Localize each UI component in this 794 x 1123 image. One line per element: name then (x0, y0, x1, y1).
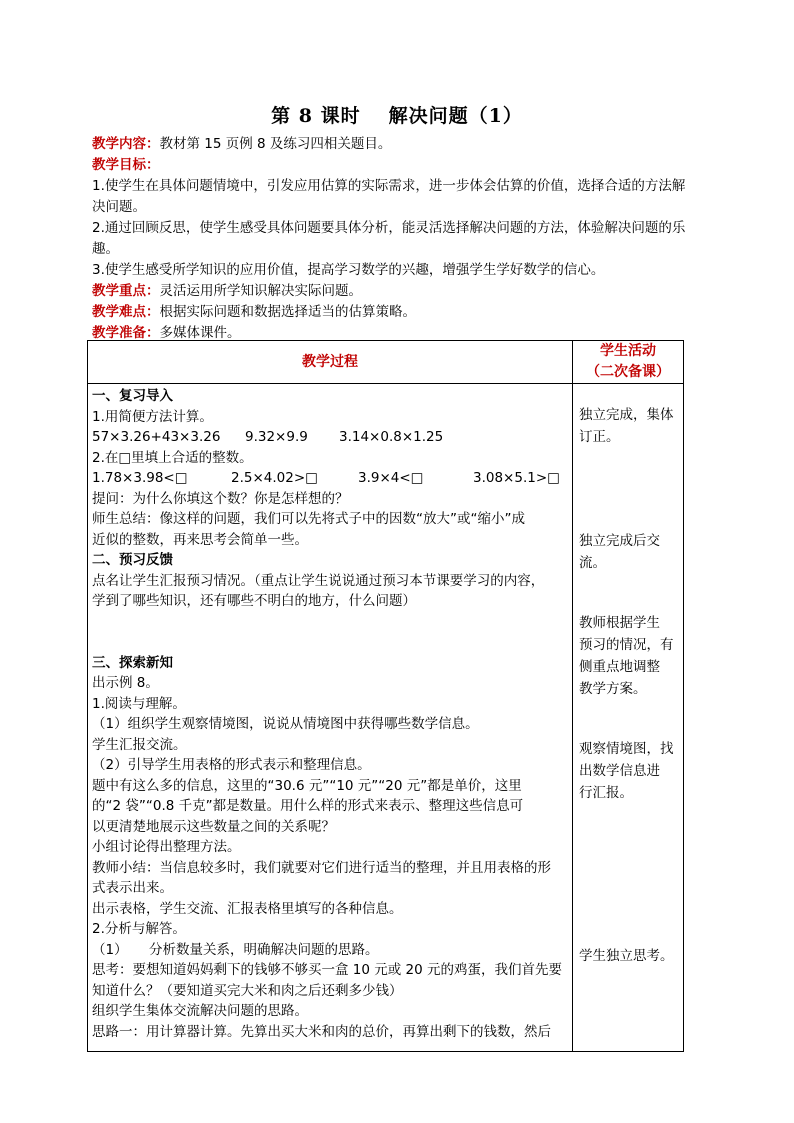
process-header (88, 341, 573, 384)
list-item: 的“2 袋”“0.8 千克”都是数量。用什么样的形式来表示、整理这些信息可 (92, 798, 524, 814)
list-item: 思考：要想知道妈妈剩下的钱够不够买一盒 10 元或 20 元的鸡蛋，我们首先要 (92, 962, 563, 978)
fill-1: 1.78×3.98<□ (92, 470, 188, 486)
goal-3: 3.使学生感受所学知识的应用价值，提高学习数学的兴趣，增强学生学好数学的信心。 (92, 262, 605, 278)
key-label: 教学重点： (92, 283, 160, 299)
activity-header-line-1: 学生活动 (600, 343, 656, 359)
key-point (92, 281, 722, 302)
list-item: 小组讨论得出整理方法。 (92, 839, 241, 855)
list-item: 师生总结：像这样的问题，我们可以先将式子中的因数“放大”或“缩小”成 (92, 511, 525, 527)
fill-3: 3.9×4<□ (358, 470, 424, 486)
list-item: （2）引导学生用表格的形式表示和整理信息。 (92, 757, 371, 773)
activity-3-line-4: 教学方案。 (579, 681, 647, 697)
list-item: 2.分析与解答。 (92, 921, 186, 937)
activity-2-line-1: 独立完成后交 (579, 533, 660, 549)
activity-header (573, 341, 684, 384)
activity-1 (579, 404, 679, 448)
list-item: 学生汇报交流。 (92, 736, 187, 753)
activity-2 (579, 530, 679, 574)
fill-4: 3.08×5.1>□ (473, 470, 560, 486)
goals-label: 教学目标： (92, 157, 160, 173)
list-item: （1）组织学生观察情境图，说说从情境图中获得哪些数学信息。 (92, 716, 479, 732)
list-item: 学到了哪些知识，还有哪些不明白的地方，什么问题） (92, 593, 416, 609)
calc-row (88, 427, 572, 448)
activity-5-line-1: 学生独立思考。 (579, 948, 674, 964)
lesson-topic: 解决问题（1） (388, 105, 523, 127)
list-item: 1.阅读与理解。 (92, 695, 186, 712)
process-cell (88, 384, 573, 1052)
list-item: 近似的整数，再来思考会简单一些。 (92, 531, 308, 548)
key-text: 灵活运用所学知识解决实际问题。 (159, 283, 362, 299)
list-item: 出示表格，学生交流、汇报表格里填写的各种信息。 (92, 900, 403, 917)
activity-1-line-2: 订正。 (579, 429, 620, 445)
lesson-number: 第 8 课时 (271, 105, 361, 127)
activity-3-line-2: 预习的情况，有 (579, 637, 674, 653)
goal-1-line-1: 1.使学生在具体问题情境中，引发应用估算的实际需求，进一步体会估算的价值，选择合适的方法解 (92, 178, 686, 194)
list-item: 组织学生集体交流解决问题的思路。 (92, 1003, 308, 1019)
difficult-point (92, 302, 722, 323)
activity-header-line-2: （二次备课） (586, 364, 670, 380)
list-item: 提问：为什么你填这个数？你是怎样想的？ (92, 490, 349, 507)
goal-2-line-1: 2.通过回顾反思，使学生感受具体问题要具体分析，能灵活选择解决问题的方法，体验解决问题的乐 (92, 220, 686, 236)
content-text: 教材第 15 页例 8 及练习四相关题目。 (159, 136, 392, 152)
section-1-title: 一、复习导入 (92, 388, 173, 404)
prep-text: 多媒体课件。 (159, 325, 241, 341)
activity-4 (579, 738, 679, 804)
table-header-row (88, 341, 684, 384)
page-title (0, 101, 794, 128)
activity-3-line-3: 侧重点地调整 (579, 659, 660, 675)
process-header-label: 教学过程 (302, 353, 358, 370)
list-item: 1.用简便方法计算。 (92, 408, 213, 425)
fill-2: 2.5×4.02>□ (231, 470, 318, 486)
calc-1: 57×3.26+43×3.26 (92, 429, 221, 445)
calc-2: 9.32×9.9 (245, 429, 308, 445)
prep-label: 教学准备： (92, 325, 160, 341)
list-item: 式表示出来。 (92, 880, 173, 896)
goal-1-line-2: 决问题。 (92, 199, 146, 215)
list-item: （1） 分析数量关系，明确解决问题的思路。 (92, 941, 379, 958)
list-item: 出示例 8。 (92, 675, 159, 691)
section-3-title: 三、探索新知 (92, 654, 173, 671)
calc-3: 3.14×0.8×1.25 (339, 429, 444, 445)
activity-3-line-1: 教师根据学生 (579, 615, 660, 631)
teaching-content (92, 134, 722, 155)
activity-5 (579, 945, 679, 967)
activity-4-line-3: 行汇报。 (579, 785, 633, 801)
list-item: 点名让学生汇报预习情况。（重点让学生说说通过预习本节课要学习的内容， (92, 572, 545, 589)
list-item: 题中有这么多的信息，这里的“30.6 元”“10 元”“20 元”都是单价，这里 (92, 777, 522, 794)
activity-3 (579, 612, 679, 700)
list-item: 2.在□里填上合适的整数。 (92, 449, 253, 466)
activity-4-line-1: 观察情境图，找 (579, 741, 674, 757)
list-item: 知道什么？（要知道买完大米和肉之后还剩多少钱） (92, 982, 403, 999)
content-label: 教学内容： (92, 136, 160, 152)
diff-text: 根据实际问题和数据选择适当的估算策略。 (159, 304, 416, 320)
activity-1-line-1: 独立完成，集体 (579, 407, 674, 423)
list-item: 以更清楚地展示这些数量之间的关系呢？ (92, 818, 335, 835)
list-item: 思路一：用计算器计算。先算出买大米和肉的总价，再算出剩下的钱数，然后 (92, 1023, 551, 1040)
list-item: 教师小结：当信息较多时，我们就要对它们进行适当的整理，并且用表格的形 (92, 859, 551, 876)
diff-label: 教学难点： (92, 304, 160, 320)
activity-4-line-2: 出数学信息进 (579, 763, 660, 779)
goals-heading (92, 155, 722, 176)
fill-row (88, 468, 572, 489)
section-2-title: 二、预习反馈 (92, 552, 173, 568)
goal-2-line-2: 趣。 (92, 241, 119, 257)
activity-2-line-2: 流。 (579, 555, 606, 571)
